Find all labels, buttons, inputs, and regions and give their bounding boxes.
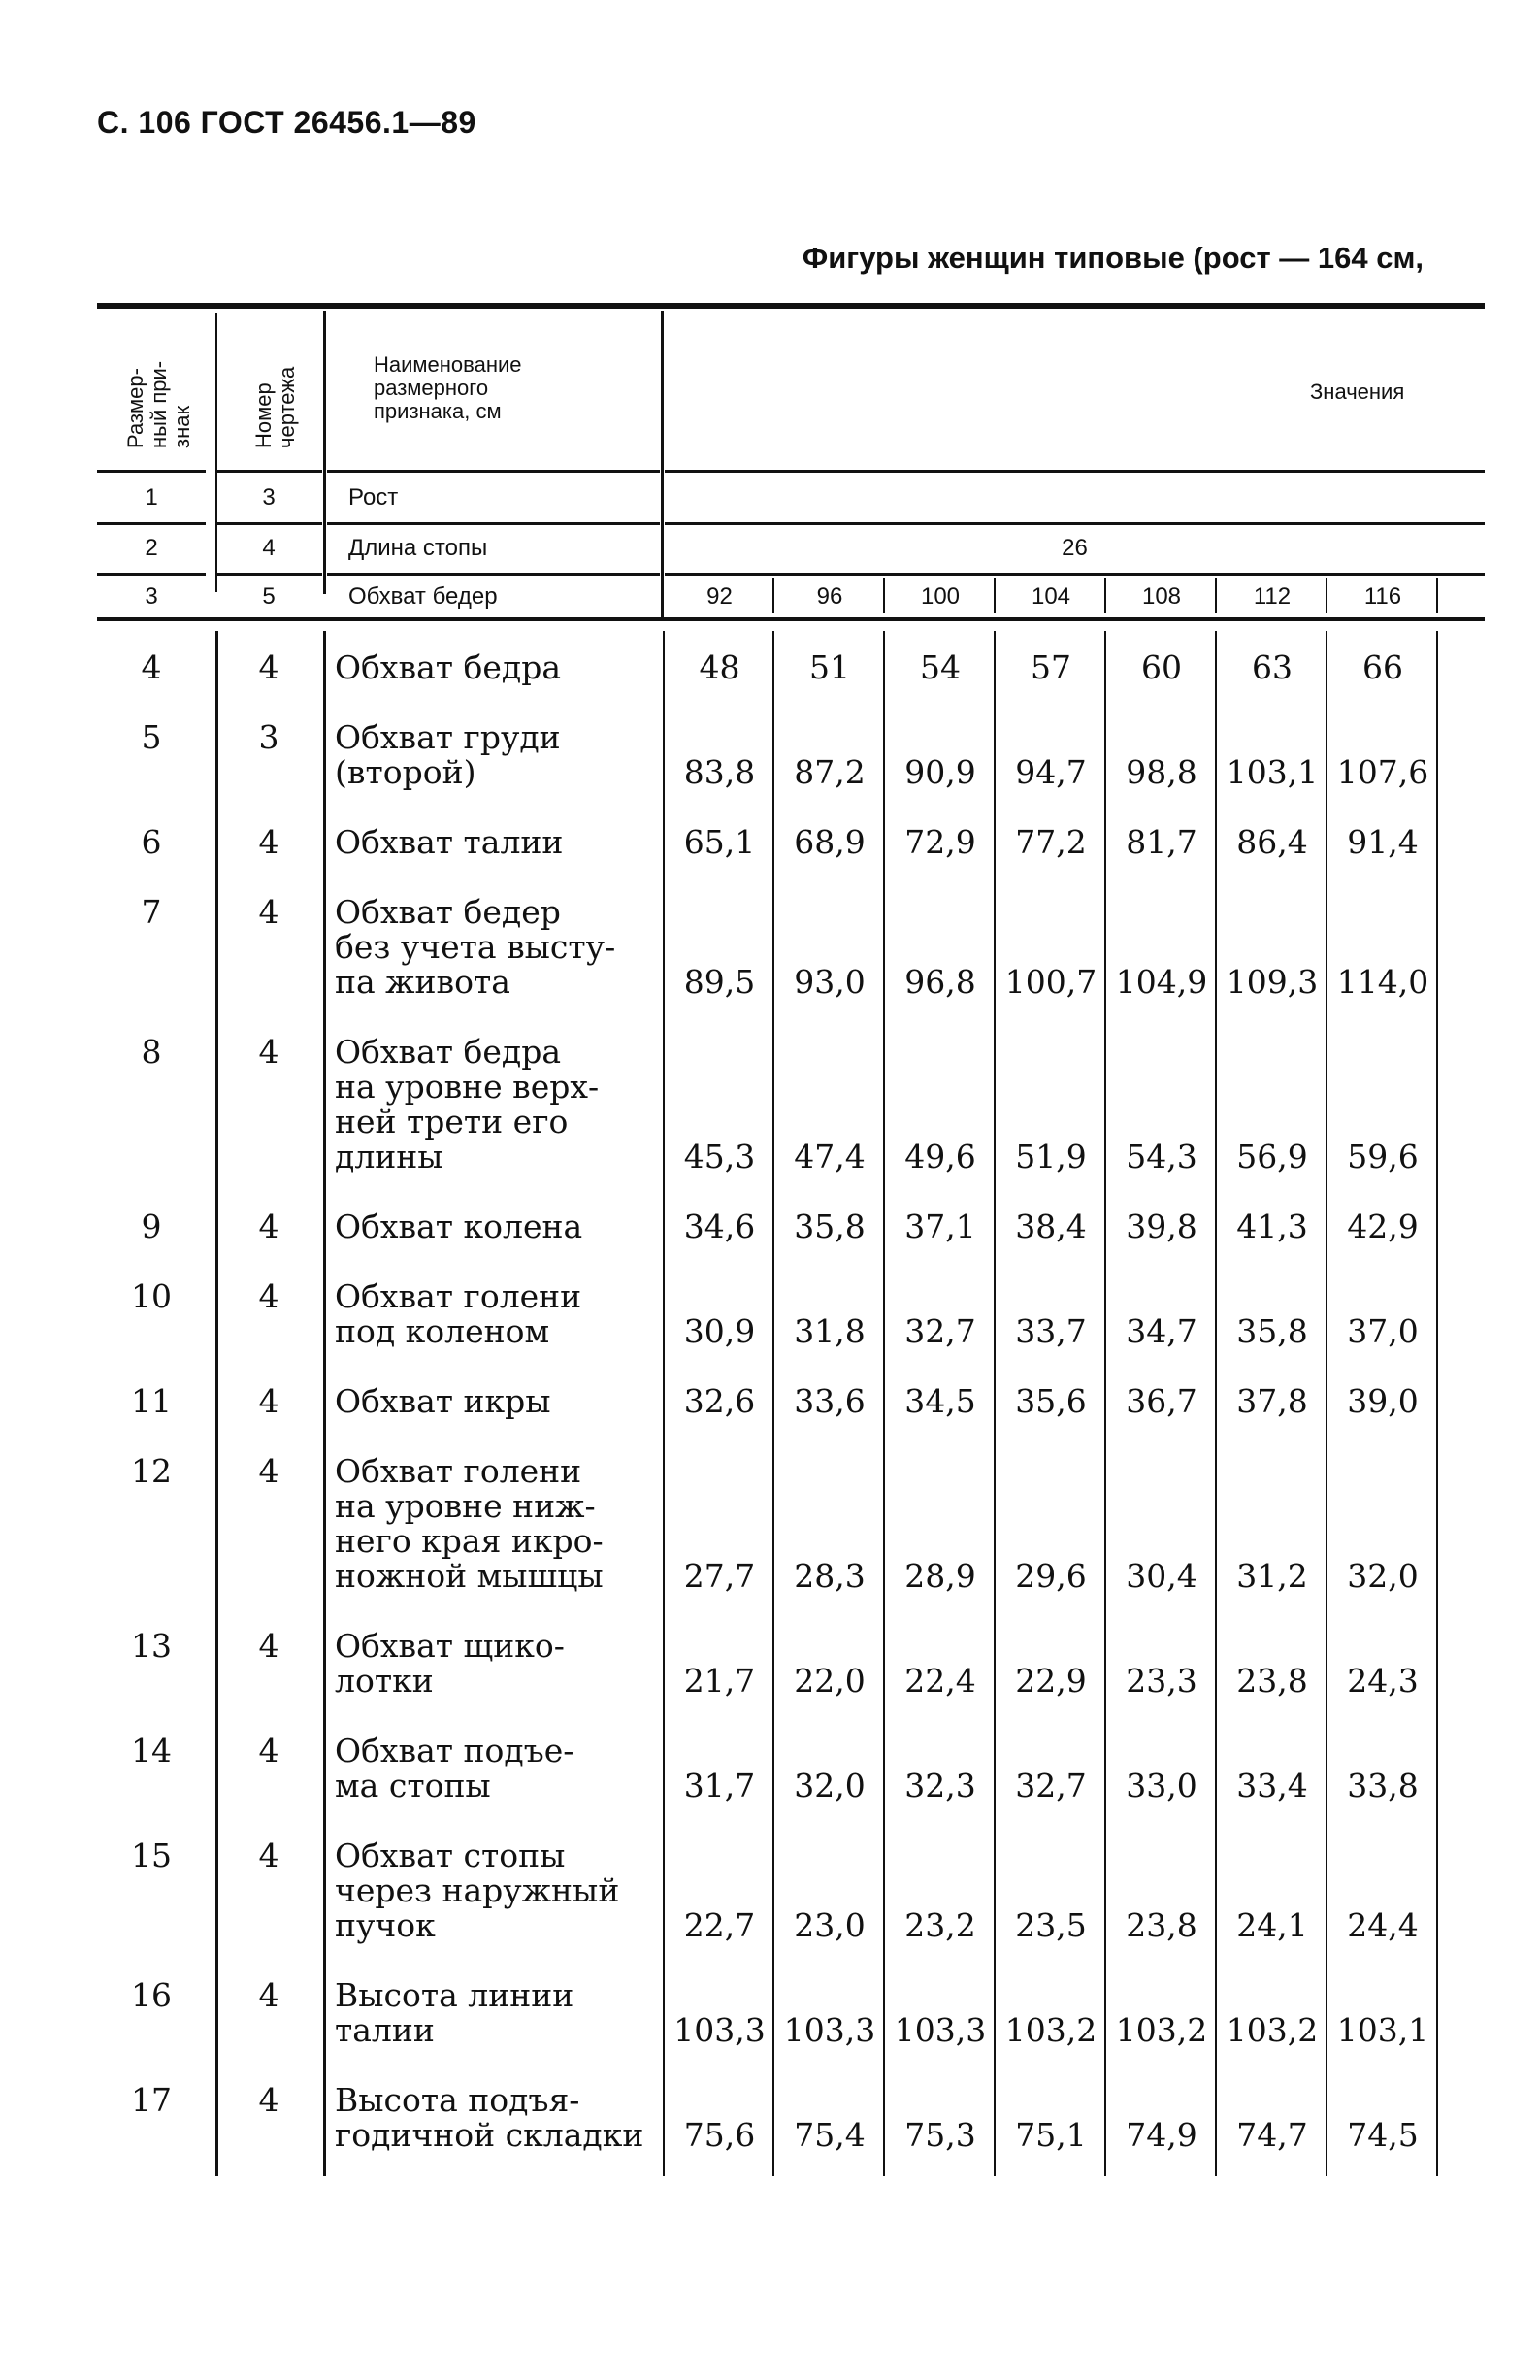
measurement-value: 86,4 — [1236, 823, 1308, 861]
measurement-value: 22,4 — [904, 1662, 976, 1700]
row-number: 5 — [141, 718, 162, 756]
measurement-value: 32,0 — [794, 1767, 866, 1804]
measurement-value: 28,9 — [904, 1557, 976, 1595]
measurement-value: 74,5 — [1347, 2116, 1419, 2154]
measurement-value: 114,0 — [1336, 963, 1429, 1001]
size-divider — [1436, 578, 1438, 613]
measurement-value: 34,5 — [904, 1382, 976, 1420]
row-rule — [327, 522, 660, 525]
measurement-value: 30,4 — [1126, 1557, 1197, 1595]
row-number: 6 — [141, 823, 162, 861]
measurement-value: 51 — [809, 648, 850, 686]
measurement-value: 47,4 — [794, 1138, 866, 1175]
header-feature-name: Наименование размерного признака, см — [374, 352, 522, 423]
measurement-value: 24,4 — [1347, 1906, 1419, 1944]
feature-name: Обхват икры — [335, 1382, 551, 1420]
measurement-value: 23,8 — [1126, 1906, 1197, 1944]
measurement-value: 103,3 — [894, 2011, 987, 2049]
measurement-value: 29,6 — [1015, 1557, 1087, 1595]
header-bottom-rule — [327, 470, 660, 473]
measurement-value: 66 — [1362, 648, 1403, 686]
measurement-value: 63 — [1252, 648, 1293, 686]
drawing-number: 3 — [262, 484, 276, 511]
measurement-value: 37,1 — [904, 1207, 976, 1245]
size-value: 112 — [1253, 583, 1292, 610]
measurement-value: 35,8 — [794, 1207, 866, 1245]
row-number: 17 — [131, 2081, 172, 2119]
drawing-number: 4 — [258, 1627, 279, 1665]
measurement-value: 30,9 — [683, 1312, 756, 1350]
measurement-value: 33,8 — [1347, 1767, 1419, 1804]
measurement-value: 21,7 — [683, 1662, 756, 1700]
size-value: 108 — [1141, 583, 1182, 610]
measurement-value: 31,7 — [683, 1767, 756, 1804]
feature-name: Обхват бедер без учета высту- па живота — [335, 893, 616, 1001]
row-number: 9 — [141, 1207, 162, 1245]
measurement-value: 72,9 — [904, 823, 976, 861]
drawing-number: 4 — [262, 535, 276, 561]
feature-name: Рост — [348, 484, 399, 511]
measurement-value: 32,3 — [904, 1767, 976, 1804]
row-number: 7 — [141, 893, 162, 931]
drawing-number: 4 — [258, 823, 279, 861]
measurement-value: 24,1 — [1236, 1906, 1308, 1944]
measurement-value: 33,6 — [794, 1382, 866, 1420]
feature-name: Обхват талии — [335, 823, 564, 861]
size-value: 104 — [1031, 583, 1071, 610]
feature-name: Обхват щико- лотки — [335, 1627, 565, 1700]
row-rule — [665, 573, 1485, 576]
measurement-value: 94,7 — [1015, 753, 1087, 791]
drawing-number: 4 — [258, 648, 279, 686]
feature-name: Обхват подъе- ма стопы — [335, 1732, 574, 1804]
measurement-value: 22,9 — [1015, 1662, 1087, 1700]
measurement-value: 100,7 — [1004, 963, 1098, 1001]
feature-name: Обхват колена — [335, 1207, 583, 1245]
drawing-number: 4 — [258, 1277, 279, 1315]
row-number: 2 — [145, 535, 158, 561]
measurement-value: 32,6 — [683, 1382, 756, 1420]
body-divider — [323, 631, 326, 2176]
measurement-value: 23,2 — [904, 1906, 976, 1944]
row-number: 14 — [131, 1732, 172, 1769]
row-rule — [97, 573, 206, 576]
measurement-value: 104,9 — [1115, 963, 1208, 1001]
measurement-value: 31,2 — [1236, 1557, 1308, 1595]
measurement-value: 65,1 — [683, 823, 756, 861]
drawing-number: 4 — [258, 1207, 279, 1245]
header-size-feature: Размер- ный при- знак — [123, 360, 194, 448]
feature-name: Высота подъя- годичной складки — [335, 2081, 644, 2154]
header-drawing-number: Номер чертежа — [251, 366, 299, 448]
drawing-number: 4 — [258, 2081, 279, 2119]
header-divider-2 — [323, 311, 326, 594]
measurement-value: 68,9 — [794, 823, 866, 861]
measurement-value: 33,7 — [1015, 1312, 1087, 1350]
drawing-number: 5 — [262, 583, 276, 610]
row-rule — [215, 522, 322, 525]
size-value: 100 — [920, 583, 961, 610]
measurement-value: 60 — [1141, 648, 1182, 686]
feature-name: Обхват голени под коленом — [335, 1277, 582, 1350]
measurement-value: 103,2 — [1004, 2011, 1098, 2049]
measurement-value: 39,0 — [1347, 1382, 1419, 1420]
measurement-value: 75,6 — [683, 2116, 756, 2154]
measurement-value: 34,7 — [1126, 1312, 1197, 1350]
measurement-value: 33,4 — [1236, 1767, 1308, 1804]
feature-name: Длина стопы — [348, 535, 488, 561]
feature-name: Обхват стопы через наружный пучок — [335, 1836, 620, 1944]
header-bottom-rule — [215, 470, 322, 473]
measurement-value: 33,0 — [1126, 1767, 1197, 1804]
row-rule — [215, 573, 322, 576]
measurement-value: 83,8 — [683, 753, 756, 791]
row-rule — [665, 522, 1485, 525]
feature-name: Высота линии талии — [335, 1976, 574, 2049]
size-value: 92 — [706, 583, 733, 610]
feature-name: Обхват бедра на уровне верх- ней трети его длины — [335, 1033, 600, 1175]
measurement-value: 81,7 — [1126, 823, 1197, 861]
measurement-value: 59,6 — [1347, 1138, 1419, 1175]
row-rule — [327, 573, 660, 576]
size-value: 116 — [1363, 583, 1402, 610]
header-divider-3 — [661, 311, 664, 617]
feature-name: Обхват груди (второй) — [335, 718, 561, 791]
measurement-value: 38,4 — [1015, 1207, 1087, 1245]
drawing-number: 4 — [258, 1033, 279, 1071]
measurement-value: 89,5 — [683, 963, 756, 1001]
measurement-value: 23,5 — [1015, 1906, 1087, 1944]
measurement-value: 107,6 — [1336, 753, 1429, 791]
measurement-value: 37,8 — [1236, 1382, 1308, 1420]
header-bottom-rule — [97, 470, 206, 473]
drawing-number: 4 — [258, 1732, 279, 1769]
measurement-value: 103,3 — [673, 2011, 766, 2049]
size-value: 96 — [816, 583, 843, 610]
row-number: 10 — [131, 1277, 172, 1315]
row-number: 1 — [145, 484, 158, 511]
measurement-value: 32,7 — [1015, 1767, 1087, 1804]
measurement-value: 24,3 — [1347, 1662, 1419, 1700]
measurement-value: 49,6 — [904, 1138, 976, 1175]
measurements-table — [97, 303, 1485, 2176]
feature-name: Обхват голени на уровне ниж- него края икро- ножной мышцы — [335, 1452, 604, 1595]
measurement-value: 31,8 — [794, 1312, 866, 1350]
measurement-value: 93,0 — [794, 963, 866, 1001]
header-values: Значения — [1310, 380, 1405, 404]
measurement-value: 103,2 — [1226, 2011, 1319, 2049]
drawing-number: 3 — [258, 718, 279, 756]
measurement-value: 109,3 — [1226, 963, 1319, 1001]
measurement-value: 98,8 — [1126, 753, 1197, 791]
drawing-number: 4 — [258, 1836, 279, 1874]
measurement-value: 41,3 — [1236, 1207, 1308, 1245]
header-bottom-rule — [665, 470, 1485, 473]
measurement-value: 103,2 — [1115, 2011, 1208, 2049]
measurement-value: 54,3 — [1126, 1138, 1197, 1175]
measurement-value: 48 — [699, 648, 740, 686]
measurement-value: 45,3 — [683, 1138, 756, 1175]
measurement-value: 28,3 — [794, 1557, 866, 1595]
row-number: 12 — [131, 1452, 172, 1490]
page-header: С. 106 ГОСТ 26456.1—89 — [97, 105, 476, 140]
measurement-value: 37,0 — [1347, 1312, 1419, 1350]
measurement-value: 32,0 — [1347, 1557, 1419, 1595]
measurement-value: 91,4 — [1347, 823, 1419, 861]
measurement-value: 103,1 — [1226, 753, 1319, 791]
measurement-value: 34,6 — [683, 1207, 756, 1245]
drawing-number: 4 — [258, 1382, 279, 1420]
measurement-value: 56,9 — [1236, 1138, 1308, 1175]
row-rule — [97, 522, 206, 525]
row-number: 3 — [145, 583, 158, 610]
table-title: Фигуры женщин типовые (рост — 164 см, — [802, 241, 1424, 275]
measurement-value: 32,7 — [904, 1312, 976, 1350]
size-row-bottom-rule — [97, 617, 1485, 621]
measurement-value: 87,2 — [794, 753, 866, 791]
measurement-value: 75,3 — [904, 2116, 976, 2154]
top-rule — [97, 303, 1485, 309]
measurement-value: 22,0 — [794, 1662, 866, 1700]
row-number: 11 — [131, 1382, 172, 1420]
row-number: 13 — [131, 1627, 172, 1665]
measurement-value: 42,9 — [1347, 1207, 1419, 1245]
measurement-value: 77,2 — [1015, 823, 1087, 861]
measurement-value: 54 — [920, 648, 961, 686]
drawing-number: 4 — [258, 1452, 279, 1490]
measurement-value: 23,3 — [1126, 1662, 1197, 1700]
measurement-value: 27,7 — [683, 1557, 756, 1595]
row-number: 16 — [131, 1976, 172, 2014]
row-number: 4 — [141, 648, 162, 686]
measurement-value: 35,8 — [1236, 1312, 1308, 1350]
feature-name: Обхват бедер — [348, 583, 498, 610]
measurement-value: 90,9 — [904, 753, 976, 791]
measurement-value: 74,9 — [1126, 2116, 1197, 2154]
measurement-value: 103,3 — [783, 2011, 876, 2049]
measurement-value: 23,0 — [794, 1906, 866, 1944]
feature-name: Обхват бедра — [335, 648, 562, 686]
row-number: 8 — [141, 1033, 162, 1071]
drawing-number: 4 — [258, 1976, 279, 2014]
measurement-value: 22,7 — [683, 1906, 756, 1944]
row-number: 15 — [131, 1836, 172, 1874]
measurement-value: 35,6 — [1015, 1382, 1087, 1420]
feature-value: 26 — [1062, 535, 1088, 561]
measurement-value: 75,1 — [1015, 2116, 1087, 2154]
measurement-value: 36,7 — [1126, 1382, 1197, 1420]
measurement-value: 75,4 — [794, 2116, 866, 2154]
measurement-value: 57 — [1031, 648, 1071, 686]
measurement-value: 74,7 — [1236, 2116, 1308, 2154]
measurement-value: 23,8 — [1236, 1662, 1308, 1700]
measurement-value: 51,9 — [1015, 1138, 1087, 1175]
drawing-number: 4 — [258, 893, 279, 931]
measurement-value: 96,8 — [904, 963, 976, 1001]
measurement-value: 39,8 — [1126, 1207, 1197, 1245]
measurement-value: 103,1 — [1336, 2011, 1429, 2049]
